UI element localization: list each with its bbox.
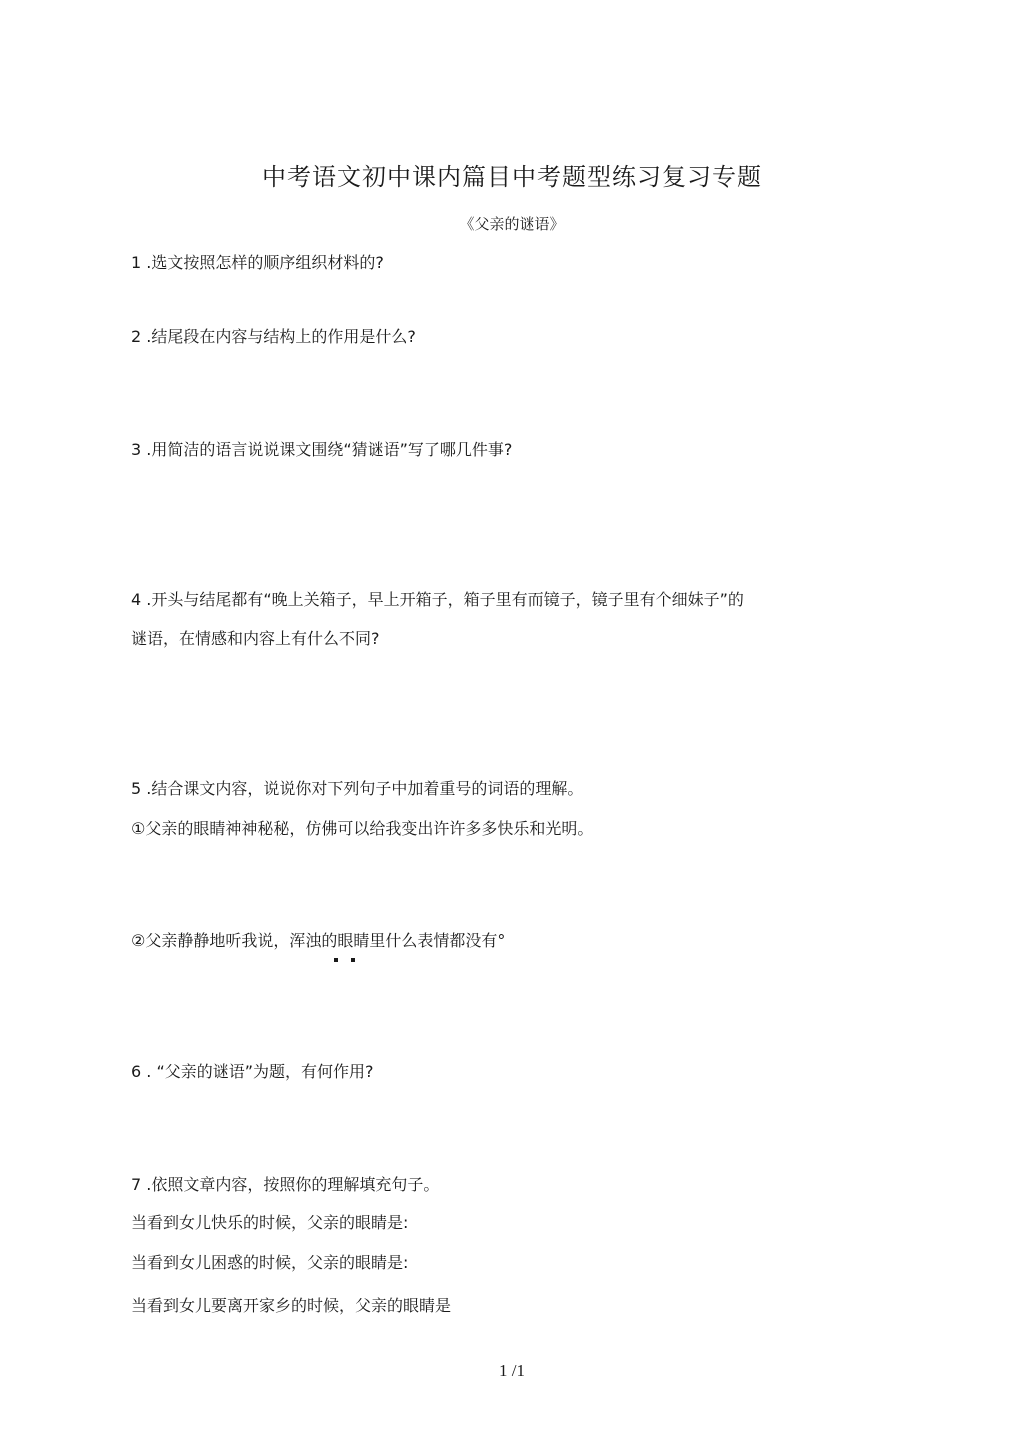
page-title: 中考语文初中课内篇目中考题型练习复习专题 [262, 163, 762, 191]
question-2: 2 .结尾段在内容与结构上的作用是什么? [131, 327, 416, 346]
question-7: 7 .依照文章内容，按照你的理解填充句子。 [131, 1175, 440, 1194]
question-4-line-2: 谜语，在情感和内容上有什么不同? [131, 629, 380, 648]
question-7-blank-2: 当看到女儿困惑的时候，父亲的眼睛是: [131, 1253, 409, 1272]
question-3: 3 .用简洁的语言说说课文围绕“猜谜语”写了哪几件事? [131, 440, 513, 459]
page-subtitle: 《父亲的谜语》 [459, 215, 565, 233]
question-5-sentence-1: ①父亲的眼睛神神秘秘，仿佛可以给我变出许许多多快乐和光明。 [131, 819, 594, 838]
question-7-blank-1: 当看到女儿快乐的时候，父亲的眼睛是: [131, 1213, 409, 1232]
question-6: 6 . “父亲的谜语”为题，有何作用? [131, 1062, 374, 1081]
emphasis-dots [334, 958, 364, 966]
question-5: 5 .结合课文内容，说说你对下列句子中加着重号的词语的理解。 [131, 779, 584, 798]
question-7-blank-3: 当看到女儿要离开家乡的时候，父亲的眼睛是 [131, 1296, 452, 1315]
page-number: 1 /1 [499, 1361, 525, 1380]
question-1: 1 .选文按照怎样的顺序组织材料的? [131, 253, 384, 272]
question-5-sentence-2: ②父亲静静地听我说，浑浊的眼睛里什么表情都没有° [131, 931, 506, 950]
question-4-line-1: 4 .开头与结尾都有“晚上关箱子，早上开箱子，箱子里有而镜子，镜子里有个细妹子”的 [131, 590, 744, 609]
